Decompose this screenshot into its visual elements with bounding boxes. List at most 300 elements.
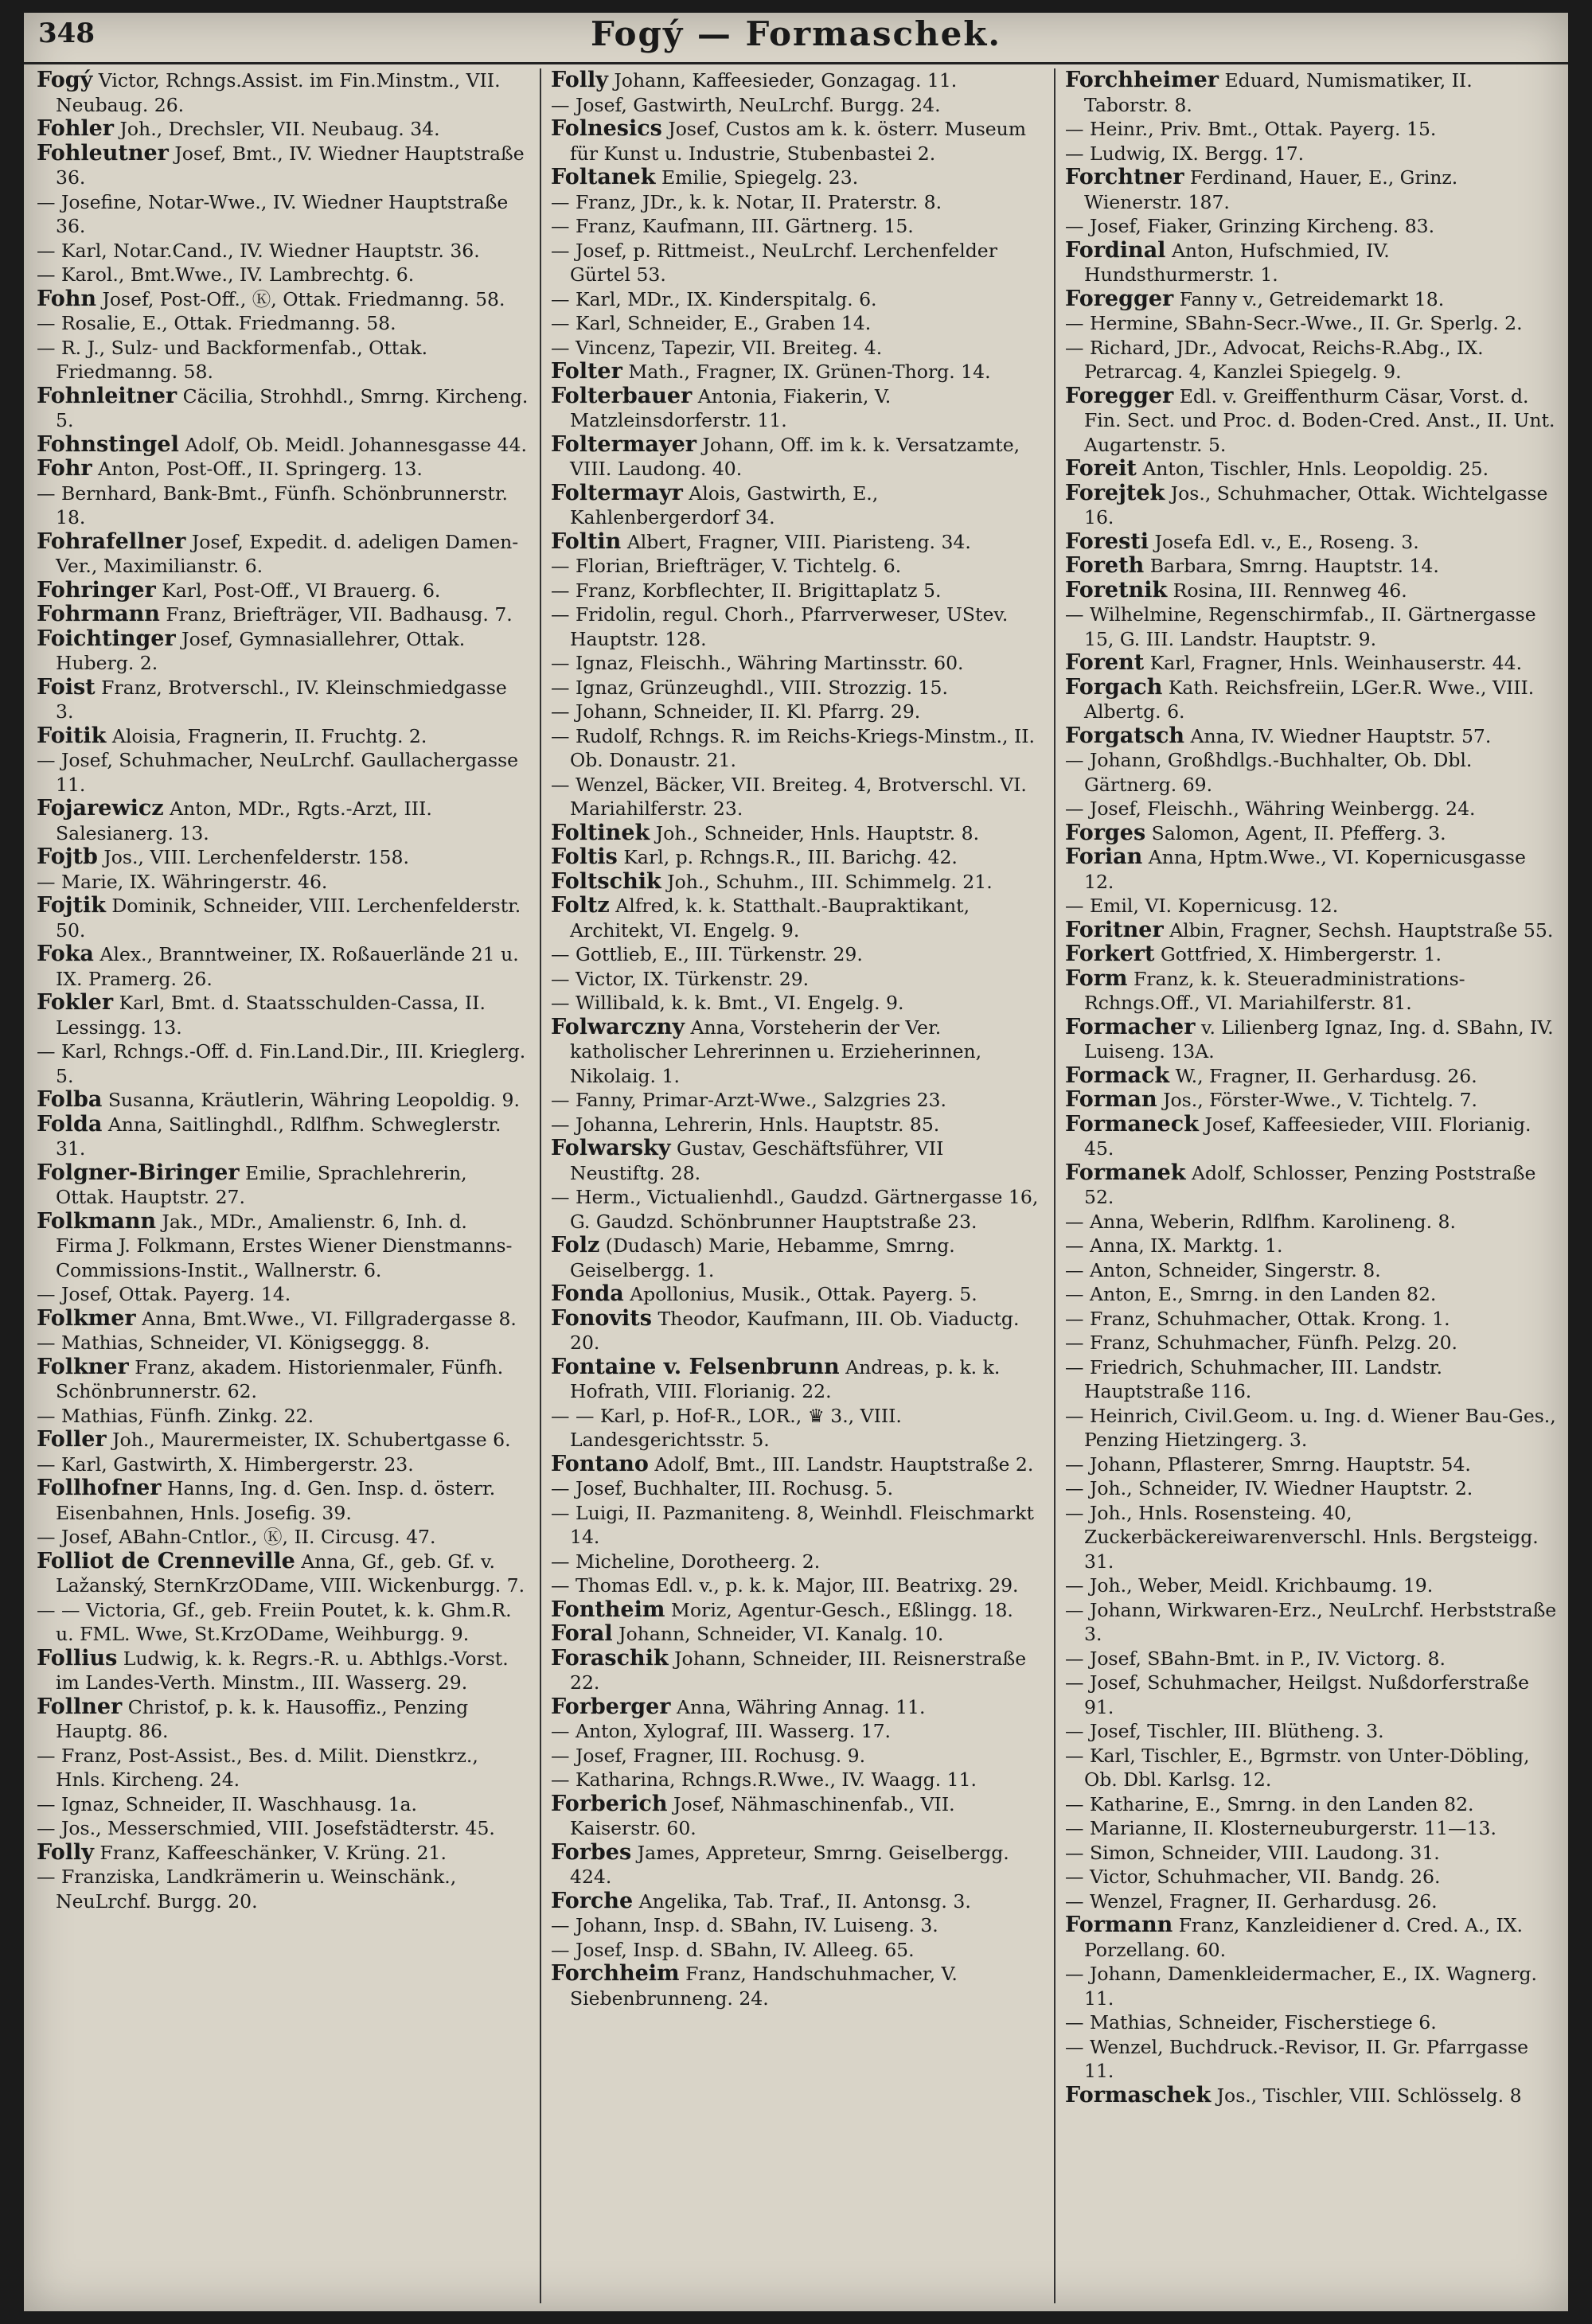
directory-entry [37, 311, 529, 336]
entry-surname: Foka [37, 942, 94, 966]
entry-surname: Foreth [1065, 553, 1145, 578]
directory-entry [1065, 1452, 1557, 1477]
entry-details: Albert, Fragner, VIII. Piaristeng. 34. [626, 530, 971, 553]
entry-surname: Fokler [37, 990, 114, 1015]
column-1 [32, 68, 533, 2303]
entry-surname: Foltis [551, 844, 618, 869]
entry-surname: Fohler [37, 116, 114, 141]
entry-details: — Karl, Rchngs.-Off. d. Fin.Land.Dir., III. Krieglerg. 5. [37, 1040, 526, 1087]
entry-details: — Simon, Schneider, VIII. Laudong. 31. [1065, 1841, 1440, 1864]
directory-entry [37, 676, 529, 724]
entry-details: Antonia, Fiakerin, V. Matzleinsdorferstr. 11. [570, 384, 892, 431]
entry-details: — Mathias, Fünfh. Zinkg. 22. [37, 1404, 314, 1427]
entry-details: — Josefine, Notar-Wwe., IV. Wiedner Hauptstraße 36. [37, 190, 509, 237]
entry-surname: Forberger [551, 1694, 671, 1719]
entry-surname: Foltin [551, 528, 622, 554]
entry-details: Moriz, Agentur-Gesch., Eßlingg. 18. [670, 1598, 1013, 1621]
directory-entry [551, 554, 1043, 579]
entry-details: Joh., Drechsler, VII. Neubaug. 34. [119, 118, 440, 140]
entry-details: — Katharine, E., Smrng. in den Landen 82. [1065, 1792, 1474, 1815]
entry-details: Josef, Nähmaschinenfab., VII. Kaiserstr. 60. [570, 1792, 955, 1839]
entry-surname: Folkner [37, 1354, 129, 1379]
entry-surname: Fohringer [37, 577, 156, 602]
directory-entry [551, 190, 1043, 215]
entry-surname: Formanek [1065, 1160, 1186, 1185]
entry-surname: Folter [551, 359, 622, 384]
entry-surname: Foregger [1065, 286, 1174, 311]
entry-surname: Forberich [551, 1791, 668, 1816]
directory-entry [37, 1598, 529, 1647]
directory-entry [37, 1452, 529, 1477]
directory-entry [1065, 1064, 1557, 1089]
entry-details: — Johann, Schneider, II. Kl. Pfarrg. 29. [551, 700, 921, 723]
entry-details: Dominik, Schneider, VIII. Lerchenfelderstr. 50. [56, 895, 521, 942]
entry-details: Anton, MDr., Rgts.-Arzt, III. Salesianerg. 13. [56, 797, 432, 844]
entry-details: Hanns, Ing. d. Gen. Insp. d. österr. Eisenbahnen, Hnls. Josefig. 39. [56, 1477, 496, 1524]
directory-entry [37, 1282, 529, 1307]
directory-entry [551, 1792, 1043, 1841]
directory-entry [1065, 2084, 1557, 2108]
entry-details: Susanna, Kräutlerin, Währing Leopoldig. 9. [107, 1089, 520, 1111]
entry-surname: Foltschik [551, 868, 661, 894]
directory-entry [1065, 166, 1557, 214]
entry-details: Rosina, III. Rennweg 46. [1173, 579, 1407, 602]
entry-details: — Johann, Großhdlgs.-Buchhalter, Ob. Dbl. Gärtnerg. 69. [1065, 749, 1473, 796]
entry-surname: Folly [551, 68, 608, 92]
directory-entry [551, 773, 1043, 821]
entry-details: — Josef, Buchhalter, III. Rochusg. 5. [551, 1477, 894, 1499]
entry-details: — Florian, Briefträger, V. Tichtelg. 6. [551, 555, 902, 577]
entry-details: Jos., Förster-Wwe., V. Tichtelg. 7. [1163, 1089, 1477, 1111]
entry-details: — Gottlieb, E., III. Türkenstr. 29. [551, 943, 863, 965]
entry-details: Anna, Saitlinghdl., Rdlfhm. Schweglerstr. 31. [56, 1113, 501, 1160]
entry-details: Anna, Gf., geb. Gf. v. Lažanský, SternKrzODame, VIII. Wickenburgg. 7. [56, 1550, 525, 1597]
entry-details: Joh., Schneider, Hnls. Hauptstr. 8. [655, 821, 980, 844]
entry-details: — Luigi, II. Pazmaniteng. 8, Weinhdl. Fleischmarkt 14. [551, 1501, 1034, 1548]
entry-surname: Foitik [37, 723, 107, 748]
entry-surname: Foraschik [551, 1645, 669, 1671]
directory-entry [551, 287, 1043, 312]
directory-entry [551, 1307, 1043, 1355]
entry-details: — Franz, Korbflechter, II. Brigittaplatz 5. [551, 579, 942, 602]
directory-entry [37, 1039, 529, 1088]
directory-entry [551, 894, 1043, 942]
entry-details: — Franz, Schuhmacher, Ottak. Krong. 1. [1065, 1307, 1450, 1330]
directory-entry [551, 336, 1043, 361]
entry-surname: Fohrafellner [37, 528, 186, 554]
directory-entry [1065, 918, 1557, 943]
entry-details: — Joh., Schneider, IV. Wiedner Hauptstr. 2. [1065, 1477, 1473, 1499]
entry-details: Josef, Custos am k. k. österr. Museum für Kunst u. Industrie, Stubenbastei 2. [570, 118, 1027, 165]
entry-details: Adolf, Schlosser, Penzing Poststraße 52. [1084, 1161, 1536, 1208]
entry-surname: Forbes [551, 1839, 632, 1865]
entry-details: Fanny v., Getreidemarkt 18. [1179, 287, 1445, 310]
directory-entry [37, 602, 529, 627]
entry-surname: Foregger [1065, 383, 1174, 408]
directory-entry [37, 530, 529, 579]
entry-details: Johann, Kaffeesieder, Gonzagag. 11. [614, 69, 958, 92]
entry-details: — Willibald, k. k. Bmt., VI. Engelg. 9. [551, 992, 904, 1014]
entry-details: Johann, Off. im k. k. Versatzamte, VIII. Laudong. 40. [570, 433, 1020, 480]
directory-entry [551, 482, 1043, 530]
entry-details: Franz, k. k. Steueradministrations-Rchngs.Off., VI. Mariahilferstr. 81. [1084, 967, 1465, 1014]
directory-entry [1065, 1210, 1557, 1234]
entry-details: — Marie, IX. Währingerstr. 46. [37, 870, 328, 893]
directory-entry [37, 748, 529, 797]
directory-entry [551, 602, 1043, 651]
entry-surname: Forges [1065, 820, 1146, 845]
entry-details: — Micheline, Dorotheerg. 2. [551, 1550, 821, 1573]
entry-surname: Fojtb [37, 844, 98, 869]
entry-details: — Franz, Post-Assist., Bes. d. Milit. Dienstkrz., Hnls. Kircheng. 24. [37, 1744, 478, 1791]
directory-entry [37, 1161, 529, 1210]
entry-surname: Formacher [1065, 1014, 1196, 1039]
entry-details: Albin, Fragner, Sechsh. Hauptstraße 55. [1169, 918, 1554, 942]
directory-entry [1065, 1719, 1557, 1744]
entry-details: v. Lilienberg Ignaz, Ing. d. SBahn, IV. Luiseng. 13A. [1084, 1016, 1554, 1063]
directory-entry [1065, 1307, 1557, 1332]
entry-surname: Foretnik [1065, 577, 1168, 602]
entry-details: Karl, Post-Off., VI Brauerg. 6. [162, 579, 441, 602]
entry-details: — Richard, JDr., Advocat, Reichs-R.Abg., IX. Petrarcag. 4, Kanzlei Spiegelg. 9. [1065, 336, 1484, 383]
directory-entry [37, 991, 529, 1039]
entry-details: Karl, Bmt. d. Staatsschulden-Cassa, II. Lessingg. 13. [56, 992, 486, 1039]
entry-details: — Thomas Edl. v., p. k. k. Major, III. Beatrixg. 29. [551, 1574, 1019, 1597]
entry-surname: Fohrmann [37, 602, 160, 626]
entry-details: — Herm., Victualienhdl., Gaudzd. Gärtnergasse 16, G. Gaudzd. Schönbrunner Hauptstraße 23. [551, 1186, 1039, 1233]
entry-details: — Karl, Schneider, E., Graben 14. [551, 312, 872, 334]
entry-surname: Foist [37, 674, 96, 700]
entry-details: Andreas, p. k. k. Hofrath, VIII. Florianig. 22. [570, 1355, 1001, 1402]
entry-details: — Victor, IX. Türkenstr. 29. [551, 967, 810, 990]
directory-entry [37, 287, 529, 312]
entry-details: Apollonius, Musik., Ottak. Payerg. 5. [630, 1283, 977, 1305]
directory-entry [1065, 1598, 1557, 1647]
directory-entry [37, 1210, 529, 1283]
directory-entry [551, 845, 1043, 870]
entry-details: — Johann, Pflasterer, Smrng. Hauptstr. 54. [1065, 1452, 1471, 1476]
entry-details: Emilie, Spiegelg. 23. [661, 166, 859, 189]
directory-entry [551, 117, 1043, 166]
directory-entry [1065, 1889, 1557, 1914]
entry-details: Josef, Gymnasiallehrer, Ottak. Huberg. 2. [56, 627, 466, 674]
entry-details: Emilie, Sprachlehrerin, Ottak. Hauptstr. 27. [56, 1161, 467, 1208]
entry-details: — Emil, VI. Kopernicusg. 12. [1065, 895, 1339, 917]
entry-surname: Folkmer [37, 1305, 136, 1331]
directory-entry [1065, 1962, 1557, 2010]
entry-details: — — Victoria, Gf., geb. Freiin Poutet, k. k. Ghm.R. u. FML. Wwe, St.KrzODame, Weihburgg. 9. [37, 1598, 512, 1645]
directory-entry [551, 967, 1043, 992]
entry-surname: Fojarewicz [37, 796, 164, 821]
entry-details: Josef, Bmt., IV. Wiedner Hauptstraße 36. [56, 142, 525, 189]
directory-entry [551, 1647, 1043, 1695]
directory-entry [551, 676, 1043, 700]
entry-surname: Foichtinger [37, 626, 176, 651]
entry-details: — Anna, IX. Marktg. 1. [1065, 1234, 1283, 1257]
directory-entry [37, 117, 529, 142]
entry-surname: Forkert [1065, 942, 1155, 966]
entry-details: — Johann, Wirkwaren-Erz., NeuLrchf. Herbststraße 3. [1065, 1598, 1557, 1645]
entry-surname: Fonovits [551, 1305, 652, 1331]
entry-surname: Foritner [1065, 917, 1164, 942]
directory-entry [37, 1307, 529, 1332]
entry-details: — Rudolf, Rchngs. R. im Reichs-Kriegs-Minstm., II. Ob. Donaustr. 21. [551, 724, 1035, 771]
entry-details: Johann, Schneider, VI. Kanalg. 10. [618, 1623, 944, 1645]
directory-entry [1065, 748, 1557, 797]
directory-entry [551, 68, 1043, 93]
entry-details: Anton, Hufschmied, IV. Hundsthurmerstr. 1. [1084, 239, 1390, 286]
entry-details: — Joh., Hnls. Rosensteing. 40, Zuckerbäckereiwarenverschl. Hnls. Bergsteigg. 31. [1065, 1501, 1539, 1573]
entry-details: Ludwig, k. k. Regrs.-R. u. Abthlgs.-Vorst. im Landes-Verth. Minstm., III. Wasserg. 29. [56, 1647, 509, 1694]
directory-entry [1065, 1865, 1557, 1889]
entry-details: Franz, Brotverschl., IV. Kleinschmiedgasse 3. [56, 676, 507, 723]
entry-details: Ferdinand, Hauer, E., Grinz. Wienerstr. 187. [1084, 166, 1458, 213]
entry-details: Gustav, Geschäftsführer, VII Neustiftg. 28. [570, 1137, 944, 1184]
entry-details: — Katharina, Rchngs.R.Wwe., IV. Waagg. 11. [551, 1768, 977, 1791]
directory-entry [1065, 142, 1557, 166]
directory-entry [551, 1137, 1043, 1185]
entry-details: — Fanny, Primar-Arzt-Wwe., Salzgries 23. [551, 1089, 946, 1111]
directory-entry [551, 1501, 1043, 1550]
entry-surname: Fohr [37, 456, 92, 481]
directory-entry [1065, 676, 1557, 724]
directory-entry [1065, 1088, 1557, 1113]
entry-details: — Karl, Tischler, E., Bgrmstr. von Unter-Döbling, Ob. Dbl. Karlsg. 12. [1065, 1744, 1530, 1791]
entry-surname: Forchheim [551, 1961, 680, 1986]
entry-details: Joh., Schuhm., III. Schimmelg. 21. [667, 870, 993, 893]
entry-details: — Josef, SBahn-Bmt. in P., IV. Victorg. 8. [1065, 1647, 1446, 1670]
entry-details: W., Fragner, II. Gerhardusg. 26. [1175, 1064, 1477, 1087]
entry-details: — Franz, Kaufmann, III. Gärtnerg. 15. [551, 215, 914, 237]
directory-entry [551, 1598, 1043, 1623]
entry-details: Josef, Post-Off., Ⓚ, Ottak. Friedmanng. 58. [102, 287, 505, 310]
entry-details: — Josef, Ottak. Payerg. 14. [37, 1283, 291, 1305]
directory-entry [1065, 287, 1557, 312]
directory-entry [1065, 1671, 1557, 1719]
entry-details: Franz, Kanzleidiener d. Cred. A., IX. Porzellang. 60. [1084, 1914, 1523, 1961]
directory-entry [1065, 2010, 1557, 2035]
directory-entry [551, 870, 1043, 895]
entry-details: — Josef, Insp. d. SBahn, IV. Alleeg. 65. [551, 1938, 915, 1961]
directory-entry [37, 1355, 529, 1404]
directory-entry [1065, 1282, 1557, 1307]
entry-details: Jos., Tischler, VIII. Schlösselg. 8 [1216, 2084, 1522, 2107]
entry-surname: Foltanek [551, 165, 656, 189]
directory-entry [551, 1841, 1043, 1889]
directory-entry [1065, 1913, 1557, 1962]
entry-surname: Fonda [551, 1281, 624, 1306]
directory-entry [551, 214, 1043, 239]
directory-entry [37, 482, 529, 530]
directory-entry [551, 821, 1043, 846]
entry-details: Adolf, Bmt., III. Landstr. Hauptstraße 2. [654, 1452, 1034, 1476]
directory-entry [37, 142, 529, 190]
entry-surname: Fohleutner [37, 140, 169, 166]
directory-entry [1065, 1404, 1557, 1452]
directory-entry [551, 311, 1043, 336]
entry-details: — Ignaz, Fleischh., Währing Martinsstr. 60. [551, 652, 964, 674]
directory-entry [551, 1088, 1043, 1113]
entry-details: Theodor, Kaufmann, III. Ob. Viaductg. 20. [570, 1307, 1020, 1354]
column-3 [1060, 68, 1562, 2303]
entry-surname: Folkmann [37, 1208, 156, 1234]
entry-details: Christof, p. k. k. Hausoffiz., Penzing Hauptg. 86. [56, 1695, 469, 1742]
entry-details: Franz, akadem. Historienmaler, Fünfh. Schönbrunnerstr. 62. [56, 1355, 504, 1402]
entry-details: Joh., Maurermeister, IX. Schubertgasse 6. [112, 1429, 511, 1451]
entry-details: — Marianne, II. Klosterneuburgerstr. 11—13. [1065, 1817, 1496, 1839]
entry-details: — Heinrich, Civil.Geom. u. Ing. d. Wiener Bau-Ges., Penzing Hietzingerg. 3. [1065, 1404, 1556, 1451]
entry-surname: Forian [1065, 844, 1143, 869]
directory-entry [551, 93, 1043, 118]
entry-details: — Anton, Xylograf, III. Wasserg. 17. [551, 1720, 892, 1742]
entry-details: Barbara, Smrng. Hauptstr. 14. [1149, 555, 1439, 577]
directory-entry [37, 1476, 529, 1525]
entry-surname: Folterbauer [551, 383, 693, 408]
directory-entry [1065, 1647, 1557, 1671]
directory-entry [551, 700, 1043, 724]
directory-entry [1065, 894, 1557, 918]
entry-details: — Heinr., Priv. Bmt., Ottak. Payerg. 15. [1065, 118, 1437, 140]
entry-surname: Folwarczny [551, 1014, 685, 1039]
entry-details: — Josef, ABahn-Cntlor., Ⓚ, II. Circusg. 47. [37, 1526, 436, 1548]
directory-entry [551, 1113, 1043, 1137]
directory-entry [551, 1913, 1043, 1938]
entry-details: — Mathias, Schneider, VI. Königseggg. 8. [37, 1332, 431, 1354]
entry-details: — Josef, Fiaker, Grinzing Kircheng. 83. [1065, 215, 1435, 237]
directory-entry [37, 1550, 529, 1598]
directory-entry [551, 1282, 1043, 1307]
entry-details: — Josef, Schuhmacher, NeuLrchf. Gaullachergasse 11. [37, 749, 519, 796]
directory-entry [37, 190, 529, 239]
directory-entry [551, 1355, 1043, 1404]
directory-entry [551, 991, 1043, 1016]
directory-entry [551, 1550, 1043, 1574]
directory-entry [551, 1695, 1043, 1720]
entry-details: — Karl, MDr., IX. Kinderspitalg. 6. [551, 287, 877, 310]
entry-surname: Forman [1065, 1087, 1157, 1112]
entry-surname: Forchheimer [1065, 68, 1219, 92]
entry-details: — Anton, E., Smrng. in den Landen 82. [1065, 1283, 1437, 1305]
entry-details: (Dudasch) Marie, Hebamme, Smrng. Geiselbergg. 1. [570, 1234, 955, 1281]
directory-entry [1065, 482, 1557, 530]
entry-details: — Franz, JDr., k. k. Notar, II. Praterstr. 8. [551, 190, 942, 213]
directory-entry [37, 1841, 529, 1866]
entry-surname: Fontaine v. Felsenbrunn [551, 1354, 840, 1379]
directory-entry [1065, 311, 1557, 336]
directory-page [24, 13, 1568, 2311]
directory-entry [551, 239, 1043, 287]
running-title: Fogý — Formaschek. [590, 14, 1002, 53]
directory-entry [1065, 1016, 1557, 1064]
directory-entry [551, 1744, 1043, 1768]
directory-entry [37, 894, 529, 942]
entry-details: — Anton, Schneider, Singerstr. 8. [1065, 1258, 1381, 1281]
entry-details: — Fridolin, regul. Chorh., Pfarrverweser, UStev. Hauptstr. 128. [551, 603, 1009, 650]
entry-surname: Foltz [551, 893, 610, 918]
directory-entry [37, 1331, 529, 1355]
entry-details: — Josef, Tischler, III. Blütheng. 3. [1065, 1720, 1384, 1742]
entry-details: Anna, Vorsteherin der Ver. katholischer Lehrerinnen u. Erzieherinnen, Nikolaig. 1. [570, 1016, 982, 1087]
entry-details: — Wenzel, Fragner, II. Gerhardusg. 26. [1065, 1889, 1438, 1913]
directory-entry [551, 360, 1043, 384]
column-2 [546, 68, 1048, 2303]
directory-entry [37, 1865, 529, 1913]
entry-surname: Foltinek [551, 820, 650, 845]
entry-surname: Forgach [1065, 674, 1163, 700]
entry-details: — Ignaz, Schneider, II. Waschhausg. 1a. [37, 1792, 417, 1815]
directory-entry [551, 1573, 1043, 1598]
entry-surname: Folgner-Biringer [37, 1160, 240, 1185]
entry-surname: Fojtik [37, 893, 106, 918]
entry-details: — Mathias, Schneider, Fischerstiege 6. [1065, 2011, 1437, 2034]
entry-surname: Fontano [551, 1451, 649, 1476]
directory-entry [551, 1622, 1043, 1647]
entry-details: Karl, p. Rchngs.R., III. Barichg. 42. [623, 846, 958, 868]
directory-entry [1065, 384, 1557, 458]
entry-surname: Foltermayr [551, 480, 683, 505]
directory-entry [37, 1695, 529, 1744]
entry-surname: Formaschek [1065, 2082, 1212, 2108]
entry-details: — Johann, Damenkleidermacher, E., IX. Wagnerg. 11. [1065, 1963, 1537, 2010]
directory-entry [1065, 1792, 1557, 1817]
entry-surname: Formack [1065, 1063, 1170, 1088]
directory-entry [37, 579, 529, 603]
entry-details: Josef, Expedit. d. adeligen Damen-Ver., Maximilianstr. 6. [56, 530, 519, 577]
entry-details: — Josef, p. Rittmeist., NeuLrchf. Lerchenfelder Gürtel 53. [551, 239, 997, 286]
entry-surname: Forche [551, 1888, 634, 1913]
directory-entry [1065, 1113, 1557, 1161]
entry-details: Eduard, Numismatiker, II. Taborstr. 8. [1084, 69, 1473, 116]
page-number: 348 [38, 18, 95, 49]
entry-details: — Ignaz, Grünzeughdl., VIII. Strozzig. 15. [551, 676, 948, 699]
entry-details: Cäcilia, Strohhdl., Smrng. Kircheng. 5. [56, 384, 529, 431]
entry-details: — Franz, Schuhmacher, Fünfh. Pelzg. 20. [1065, 1332, 1457, 1354]
entry-details: Victor, Rchngs.Assist. im Fin.Minstm., VII. Neubaug. 26. [56, 69, 501, 116]
directory-entry [1065, 1501, 1557, 1574]
directory-entry [1065, 797, 1557, 821]
directory-entry [1065, 336, 1557, 384]
directory-entry [551, 384, 1043, 433]
entry-details: — R. J., Sulz- und Backformenfab., Ottak. Friedmanng. 58. [37, 336, 428, 383]
directory-entry [1065, 651, 1557, 676]
directory-entry [37, 1816, 529, 1841]
entry-surname: Folwarsky [551, 1136, 671, 1160]
entry-surname: Formann [1065, 1913, 1173, 1937]
directory-entry [1065, 117, 1557, 142]
entry-details: — Franziska, Landkrämerin u. Weinschänk., NeuLrchf. Burgg. 20. [37, 1866, 457, 1913]
directory-entry [1065, 554, 1557, 579]
columns [32, 68, 1560, 2303]
entry-details: — — Karl, p. Hof-R., LOR., ♛ 3., VIII. Landesgerichtsstr. 5. [551, 1404, 902, 1451]
entry-surname: Fordinal [1065, 237, 1166, 263]
entry-details: — Wenzel, Bäcker, VII. Breiteg. 4, Brotverschl. VI. Mariahilferstr. 23. [551, 773, 1027, 820]
entry-details: Alois, Gastwirth, E., Kahlenbergerdorf 34. [570, 482, 879, 528]
directory-entry [551, 166, 1043, 190]
entry-details: — Anna, Weberin, Rdlfhm. Karolineng. 8. [1065, 1210, 1456, 1233]
entry-surname: Foreit [1065, 456, 1137, 481]
entry-details: Adolf, Ob. Meidl. Johannesgasse 44. [185, 433, 527, 456]
directory-entry [1065, 1234, 1557, 1258]
entry-details: — Joh., Weber, Meidl. Krichbaumg. 19. [1065, 1574, 1434, 1597]
entry-details: — Victor, Schuhmacher, VII. Bandg. 26. [1065, 1866, 1441, 1888]
directory-entry [37, 942, 529, 991]
directory-entry [551, 724, 1043, 773]
entry-details: Jos., Schuhmacher, Ottak. Wichtelgasse 16. [1084, 482, 1548, 528]
directory-entry [37, 1647, 529, 1695]
column-divider [1054, 68, 1055, 2303]
directory-entry [37, 870, 529, 895]
directory-entry [551, 433, 1043, 482]
